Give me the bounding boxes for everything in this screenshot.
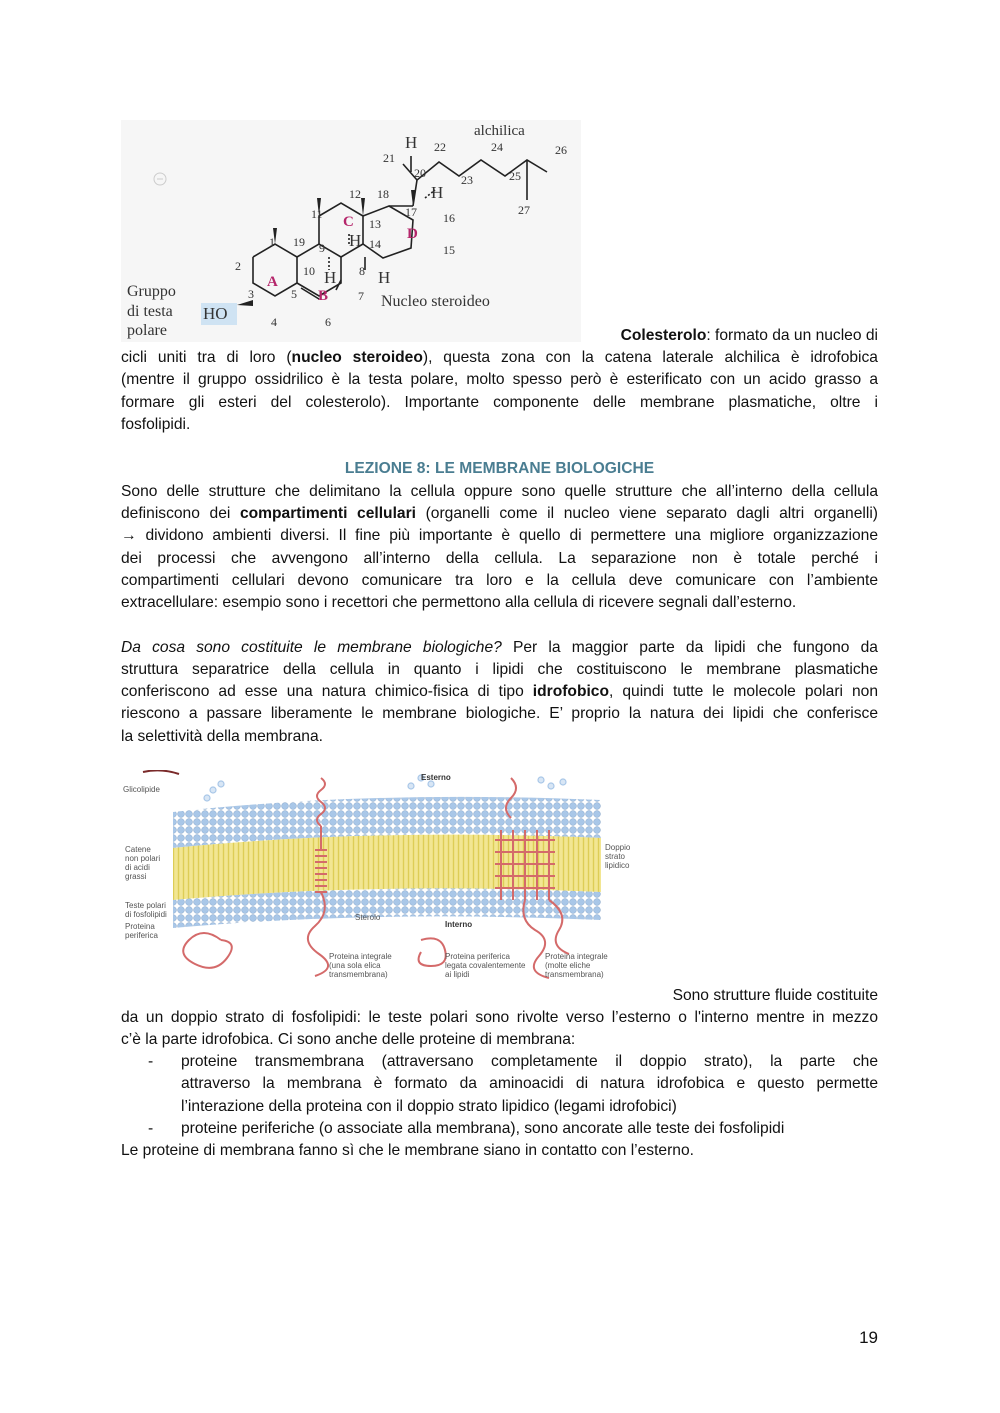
carbon-number: 25 [509,169,521,183]
paragraph-line: la selettività della membrana. [121,728,323,745]
paragraph-line: riescono a passare liberamente le membrane biologiche. E’ proprio la natura dei lipidi che conferisce [121,705,878,722]
teste-label: di fosfolipidi [125,910,167,919]
paragraph-line: da un doppio strato di fosfolipidi: le teste polari sono rivolte verso l’esterno o l'interno mentre in mezzo [121,1009,878,1026]
alchilica-label: alchilica [474,123,525,139]
periferica-covalente-label: legata covalentemente [445,961,526,970]
paragraph-line: Sono delle strutture che delimitano la cellula oppure sono quelle strutture che all’interno della cellula [121,483,878,500]
carbon-number: 2 [235,259,241,273]
teste-label: Teste polari [125,901,166,910]
carbon-number: 10 [303,264,315,278]
cholesterol-line: fosfolipidi. [121,416,191,433]
ring-label-a: A [267,274,278,290]
h-label: H [405,133,418,152]
compartimenti-term: compartimenti cellulari [239,505,416,522]
glicolipide-label: Glicolipide [123,785,160,794]
cholesterol-line: (mentre il gruppo ossidrilico è la testa polare, molto spesso però è esterificato con un acido grasso a [121,371,878,388]
text-span: cicli uniti tra di loro ( [121,349,292,366]
section-heading: LEZIONE 8: LE MEMBRANE BIOLOGICHE [344,460,655,477]
catene-label: Catene [125,845,151,854]
h-label: H [431,183,444,202]
catene-label: non polari [125,854,161,863]
carbon-number: 13 [369,217,381,231]
bullet-line: l’interazione della proteina con il doppio strato lipidico (legami idrofobici) [181,1098,677,1115]
paragraph-line: dei processi che avvengono all’interno della cellula. La separazione non è totale perché i [121,550,878,567]
h-label: H [349,231,362,250]
carbon-number: 16 [443,211,455,225]
periferica-label: Proteina [125,922,155,931]
carbon-number: 14 [369,237,381,251]
membrane-figure [121,770,633,1000]
cholesterol-line: formare gli esteri del colesterolo). Importante componente delle membrane plasmatiche, oltre i [121,394,878,411]
doppio-strato-label: lipidico [605,861,630,870]
integrale-one-label: (una sola elica [329,961,381,970]
cholesterol-term: Colesterolo [620,327,707,344]
integrale-one-label: Proteina integrale [329,952,392,961]
carbon-number: 9 [319,241,325,255]
ring-label-c: C [343,214,354,230]
bullet-line: attraverso la membrana è formato da aminoacidi di natura idrofobica e questo permette [181,1075,878,1092]
cholesterol-line [121,347,878,369]
text-span: ), questa zona con la catena laterale alchilica è idrofobica [422,349,878,366]
carbon-number: 12 [349,187,361,201]
esterno-label: Esterno [421,773,451,782]
gruppo-testa-label: polare [127,322,167,339]
integrale-many-label: (molte eliche [545,961,591,970]
carbon-number: 19 [293,235,305,249]
text-span: (organelli come il nucleo viene separato dagli altri organelli) [415,505,878,522]
paragraph-line: struttura separatrice della cellula in quanto i lipidi che costituiscono le membrane plasmatiche [121,661,878,678]
carbon-number: 8 [359,264,365,278]
closing-line: Le proteine di membrana fanno sì che le membrane siano in contatto con l’esterno. [121,1142,694,1159]
carbon-number: 3 [248,287,254,301]
carbon-number: 21 [383,151,395,165]
text-span: , quindi tutte le molecole polari non [609,683,878,700]
integrale-many-label: transmembrana) [545,970,604,979]
carbon-number: 22 [434,140,446,154]
bullet-line: proteine periferiche (o associate alla membrana), sono ancorate alle teste dei fosfolipidi [181,1120,785,1137]
sterolo-label: Sterolo [355,913,381,922]
text-span: Per la maggior parte da lipidi che fungono da [501,639,878,656]
periferica-label: periferica [125,931,158,940]
doppio-strato-label: strato [605,852,626,861]
carbon-number: 24 [491,140,503,154]
carbon-number: 6 [325,315,331,329]
question-text: Da cosa sono costituite le membrane biologiche? [121,639,502,656]
catene-label: di acidi [125,863,150,872]
carbon-number: 20 [414,166,426,180]
carbon-number: 1 [269,235,275,249]
carbon-number: 15 [443,243,455,257]
carbon-number: 7 [358,289,364,303]
paragraph-line: → dividono ambienti diversi. Il fine più importante è quello di permettere una migliore organizzazione [121,527,878,544]
interno-label: Interno [445,920,473,929]
carbon-number: 17 [405,205,417,219]
idrofobico-term: idrofobico [532,683,610,700]
ho-label: HO [203,304,228,323]
bullet-line: proteine transmembrana (attraversano completamente il doppio strato), la parte che [181,1053,878,1070]
bullet-dash: - [148,1120,154,1137]
bullet-dash: - [148,1053,154,1070]
paragraph-line [121,637,878,659]
paragraph-line: compartimenti cellulari devono comunicare tra loro e la cellula deve comunicare con l’ambiente [121,572,878,589]
gruppo-testa-label: Gruppo [127,283,176,300]
cholesterol-intro-line [121,325,878,347]
carbon-number: 5 [291,287,297,301]
carbon-number: 18 [377,187,389,201]
paragraph-line [121,681,878,703]
text-span: conferiscono ad esse una natura chimico-fisica di tipo [121,683,533,700]
periferica-covalente-label: Proteina periferica [445,952,510,961]
catene-label: grassi [125,872,147,881]
doppio-strato-label: Doppio [605,843,631,852]
nucleo-steroideo-label: Nucleo steroideo [381,293,490,310]
ring-label-b: B [318,288,329,304]
periferica-covalente-label: ai lipidi [445,970,470,979]
page-number: 19 [859,1328,878,1347]
text-span: definiscono dei [121,505,240,522]
carbon-number: 4 [271,315,277,329]
carbon-number: 11 [311,207,323,221]
cholesterol-structure-figure [121,120,581,342]
integrale-one-label: transmembrana) [329,970,388,979]
nucleo-steroideo-term: nucleo steroideo [291,349,423,366]
membrane-intro-line: Sono strutture fluide costituite [672,987,878,1004]
integrale-many-label: Proteina integrale [545,952,608,961]
carbon-number: 26 [555,143,567,157]
paragraph-line: c’è la parte idrofobica. Ci sono anche delle proteine di membrana: [121,1031,576,1048]
gruppo-testa-label: di testa [127,303,173,320]
carbon-number: 23 [461,173,473,187]
paragraph-line [121,503,878,525]
ring-label-d: D [407,226,418,242]
carbon-number: 27 [518,203,530,217]
paragraph-line: extracellulare: esempio sono i recettori che permettono alla cellula di ricevere segnali dall’esterno. [121,594,797,611]
cholesterol-line1-text: : formato da un nucleo di [706,327,878,344]
h-label: H [324,268,337,287]
h-label: H [378,268,391,287]
